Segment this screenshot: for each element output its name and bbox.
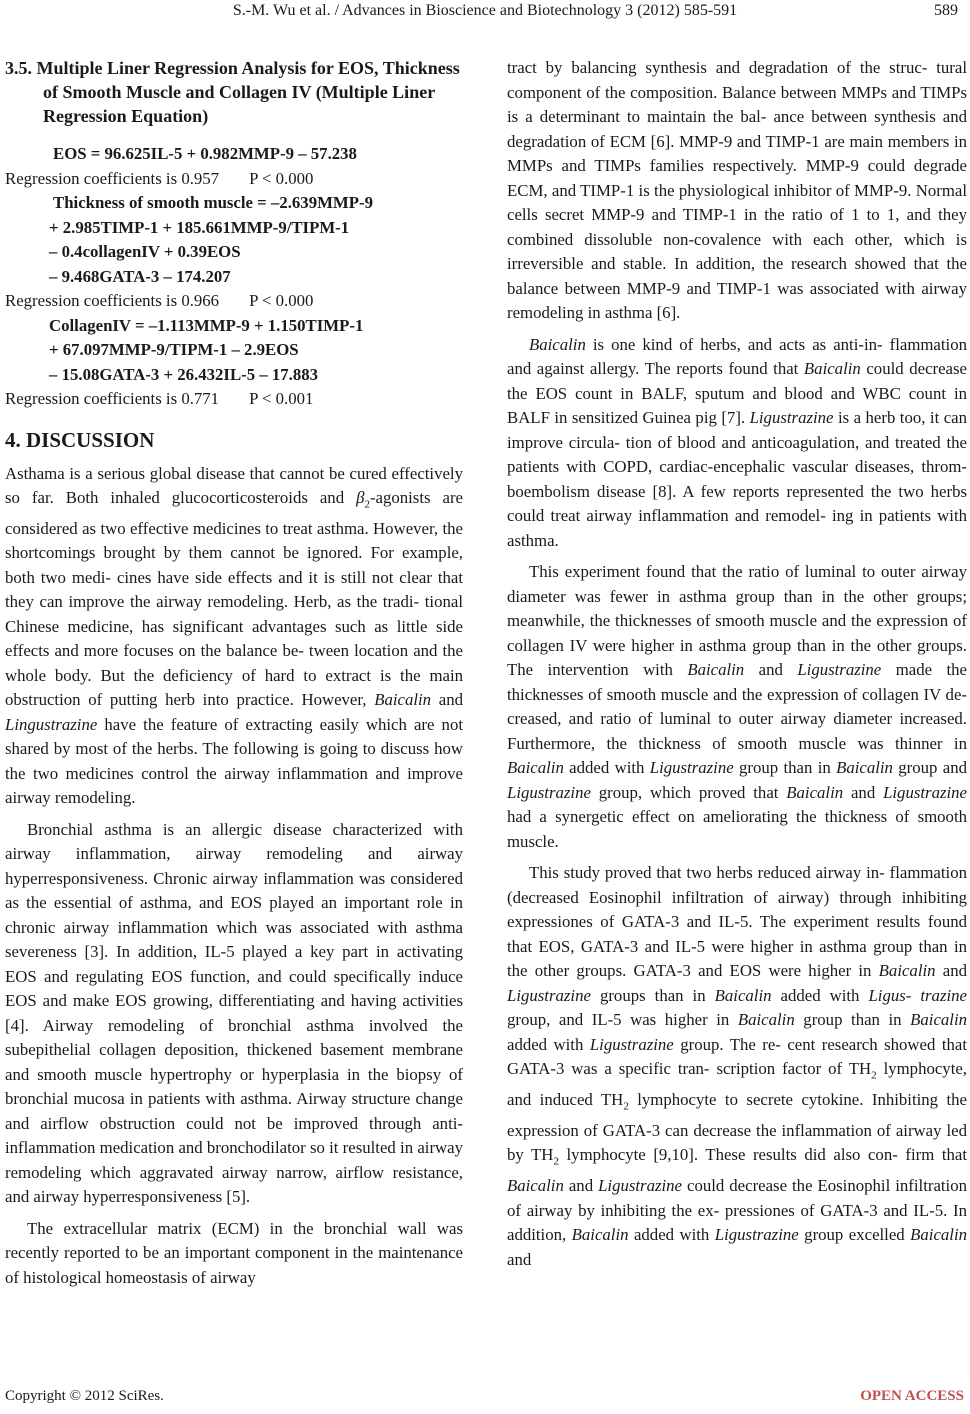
discussion-heading: 4. DISCUSSION: [5, 427, 155, 452]
equation-smooth-muscle-line: – 0.4collagenIV + 0.39EOS: [49, 242, 241, 261]
regression-line-2: [5, 289, 463, 314]
page-number: 589: [934, 2, 958, 19]
equation-smooth-muscle-line: + 2.985TIMP-1 + 185.661MMP-9/TIPM-1: [49, 217, 350, 237]
paragraph: This study proved that two herbs reduced airway in- flammation (decreased Eosinophil infiltration of airway) through inhibiting expressiones of GATA-3 and IL-5. The experiment results found that EOS, GATA-3 and IL-5 were higher in asthma group than in the other groups. GATA-3 and EOS were higher in Baicalin and Ligustrazine groups than in Baicalin added with Ligus- trazine group, and IL-5 was higher in Baicalin group than in Baicalin added with Ligustrazine group. The re- cent research showed that GATA-3 was a specific tran- scription factor of $TH_2$ lymphocyte, and induced $TH_2$ lymphocyte to secrete cytokine. Inhibiting the expression of GATA-3 can decrease the inflammation of airway led by $TH_2$ lymphocyte [9,10]. These results did also con- firm that Baicalin and Ligustrazine could decrease the Eosinophil infiltration of airway by inhibiting the ex- pressiones of GATA-3 and IL-5. In addition, Baicalin added with Ligustrazine group excelled Baicalin and: [507, 863, 968, 1269]
paragraph: Bronchial asthma is an allergic disease characterized with airway inflammation, airway remodeling and airway hyperresponsiveness. Chronic airway inflammation was considered as the essential of asthma, and EOS played an important role in chronic airway inflammation which was associated with asthma severeness [3]. In addition, IL-5 played a key part in activating EOS and regulating EOS function, and could specifically induce EOS and make EOS growing, differentiating and having activities [4]. Airway remodeling of bronchial asthma involved the subepithelial collagen deposition, thickened basement membrane and smooth muscle hypertrophy or hyperplasia in the biopsy of bronchial mucosa in patients with asthma. Airway structure change and airflow obstruction could not be improved through anti-inflammation medication and bronchodilator so it resulted in airway remodeling which aggravated airway narrow, airflow resistance, and airway hyperresponsiveness [5].: [5, 819, 463, 1207]
paragraph: tract by balancing synthesis and degradation of the struc- tural component of the composition. Balance between MMPs and TIMPs is a determinant to maintain the bal- ance between synthesis and degradation of ECM [6]. MMP-9 and TIMP-1 are main members in MMPs and TIMPs families respectively. MMP-9 could degrade ECM, and TIMP-1 is the physiological inhibitor of MMP-9. Normal cells secret MMP-9 and TIMP-1 in the ratio of 1 to 1, and they combined dissoluble non-covalence with each other, which is irreversible and stable. In addition, the research showed that the balance between MMP-9 and TIMP-1 was associated with airway remodeling in asthma [6].: [507, 58, 967, 322]
open-access-label: OPEN ACCESS: [860, 1388, 964, 1404]
section-heading-3-5: 3.5. Multiple Liner Regression Analysis for EOS, Thickness of Smooth Muscle and Collagen IV (Multiple Liner Regression Equation): [5, 58, 460, 126]
copyright-notice: Copyright © 2012 SciRes.: [5, 1388, 164, 1404]
regression-line-3: [5, 387, 463, 412]
page-footer: [0, 1388, 970, 1410]
left-column: [5, 56, 463, 1297]
equation-collagen-line: – 15.08GATA-3 + 26.432IL-5 – 17.883: [49, 364, 319, 384]
running-header: [0, 2, 970, 24]
equation-collagen-line: + 67.097MMP-9/TIPM-1 – 2.9EOS: [49, 340, 299, 359]
paragraph: This experiment found that the ratio of luminal to outer airway diameter was fewer in asthma group than in the other groups; meanwhile, the thicknesses of smooth muscle and the expression of collagen IV were higher in asthma group than in the other groups. The intervention with Baicalin and Ligustrazine made the thicknesses of smooth muscle and the expression of collagen IV de- creased, and ratio of luminal to outer airway diameter increased. Furthermore, the thickness of smooth muscle was thinner in Baicalin added with Ligustrazine group than in Baicalin group and Ligustrazine group, which proved that Baicalin and Ligustrazine had a synergetic effect on ameliorating the thickness of smooth muscle.: [507, 562, 967, 851]
paragraph: Asthama is a serious global disease that cannot be cured effectively so far. Both inhaled glucocorticosteroids and $\beta_2$-agonists are considered as two effective medicines to treat asthma. However, the shortcomings brought by them cannot be ignored. For example, both two medi- cines have side effects and it is still not clear that they can improve the airway remodeling. Herb, as the tradi- tional Chinese medicine, has significant advantages such as little side effects and more focuses on the balance be- tween location and the whole body. But the deficiency of hard to extract is the main obstruction of putting herb into practice. However, Baicalin and Lingustrazine have the feature of extracting easily which are not shared by most of the herbs. The following is going to discuss how the two medicines control the airway inflammation and improve airway remodeling.: [5, 463, 464, 808]
p-value: P < 0.001: [249, 389, 314, 408]
right-column: [507, 56, 967, 1279]
paragraph: Baicalin is one kind of herbs, and acts as anti-in- flammation and against allergy. The reports found that Baicalin could decrease the EOS count in BALF, sputum and blood and WBC count in BALF in sensitized Guinea pig [7]. Ligustrazine is a herb too, it can improve circula- tion of blood and anticoagulation, and treated the patients with COPD, cardiac-encephalic vascular diseases, throm- boembolism disease [8]. A few reports represented the two herbs could treat airway inflammation and remodel- ing in patients with asthma.: [507, 334, 967, 550]
p-value: P < 0.000: [249, 291, 314, 310]
running-head-title: S.-M. Wu et al. / Advances in Bioscience and Biotechnology 3 (2012) 585-591: [232, 2, 738, 19]
equation-collagen-line: CollagenIV = –1.113MMP-9 + 1.150TIMP-1: [49, 315, 364, 335]
paragraph: The extracellular matrix (ECM) in the bronchial wall was recently reported to be an important component in the maintenance of histological homeostasis of airway: [5, 1218, 463, 1287]
p-value: P < 0.000: [249, 168, 314, 188]
equation-smooth-muscle-line: – 9.468GATA-3 – 174.207: [49, 266, 231, 286]
regression-coefficient: Regression coefficients is 0.957: [5, 168, 220, 188]
regression-coefficient: Regression coefficients is 0.966: [5, 291, 220, 310]
equation-eos: EOS = 96.625IL-5 + 0.982MMP-9 – 57.238: [53, 144, 357, 163]
regression-line-1: [5, 167, 463, 192]
equation-smooth-muscle-line: Thickness of smooth muscle = –2.639MMP-9: [53, 193, 373, 212]
regression-coefficient: Regression coefficients is 0.771: [5, 389, 220, 408]
